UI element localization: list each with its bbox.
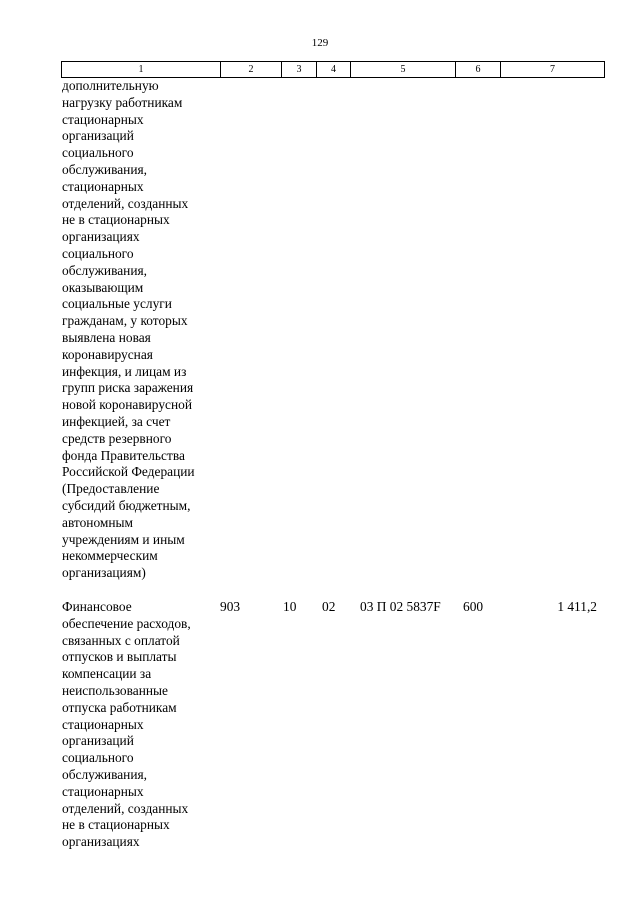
row-target-article-code: 03 П 02 5837F [360,599,441,614]
column-header-4: 4 [317,62,351,78]
column-header-5: 5 [351,62,456,78]
column-header-2: 2 [221,62,282,78]
row-name: Финансовое обеспечение расходов, связанных с оплатой отпусков и выплаты компенсации за неиспользованные отпуска работникам стационарных организаций социального обслуживания, стационарных отделений, созданных не в стационарных организациях [62,599,191,850]
column-header-1: 1 [62,62,221,78]
column-header-row [62,62,605,78]
row-expense-type-code: 600 [463,599,484,614]
row-section-code: 10 [283,599,297,614]
row-ved-code: 903 [220,599,241,614]
row-subsection-code: 02 [322,599,336,614]
column-header-6: 6 [456,62,501,78]
page-number: 129 [311,37,329,49]
column-header-7: 7 [501,62,605,78]
continued-row-name: дополнительную нагрузку работникам стационарных организаций социального обслуживания, стационарных отделений, созданных не в стационарных организациях социального обслуживания, оказывающим социальные услуги гражданам, у которых выявлена новая коронавирусная инфекция, и лицам из групп риска заражения новой коронавирусной инфекцией, за счет средств резервного фонда Правительства Российской Федерации (Предоставление субсидий бюджетным, автономным учреждениям и иным некоммерческим организациям) [62,78,195,581]
column-header-3: 3 [282,62,317,78]
row-amount: 1 411,2 [557,599,597,614]
column-header-table [61,61,605,78]
